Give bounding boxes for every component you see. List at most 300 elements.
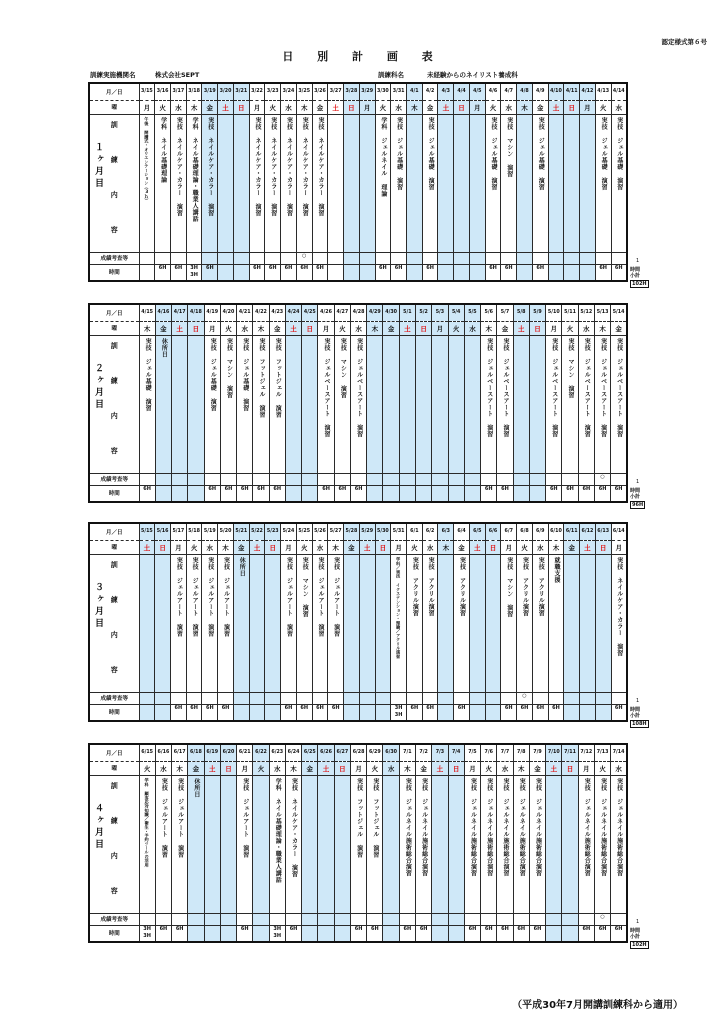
hours-cell xyxy=(253,925,269,942)
exam-cell xyxy=(155,913,171,925)
content-cell xyxy=(532,554,548,692)
content-cell xyxy=(454,554,470,692)
date-cell: 5/22 xyxy=(249,523,265,540)
content-cell xyxy=(578,335,594,473)
date-cell: 6/18 xyxy=(188,744,204,761)
date-cell: 7/11 xyxy=(562,744,578,761)
content-cell xyxy=(383,335,399,473)
date-cell: 4/16 xyxy=(155,304,171,321)
exam-cell xyxy=(611,473,627,485)
row-dow xyxy=(89,100,627,114)
subtotal-label: 時間小計 xyxy=(630,928,641,940)
dow-cell: 火 xyxy=(517,540,533,554)
dow-cell: 火 xyxy=(367,761,383,775)
hours-cell xyxy=(546,485,562,502)
hours-value: 6H xyxy=(614,264,623,271)
exam-cell xyxy=(170,252,186,264)
content-text: 実技 アクリル演習 xyxy=(458,556,466,616)
exam-cell xyxy=(416,913,432,925)
dow-cell: 木 xyxy=(285,761,301,775)
hours-cell xyxy=(155,485,171,502)
hours-value: 6H xyxy=(268,264,277,271)
date-cell: 6/25 xyxy=(302,744,318,761)
hours-cell xyxy=(383,925,399,942)
date-cell: 5/24 xyxy=(281,523,297,540)
content-text: 実技 マシン 演習 xyxy=(339,337,347,398)
content-cell xyxy=(186,114,202,252)
date-cell: 5/29 xyxy=(359,523,375,540)
hours-cell xyxy=(218,704,234,721)
content-text: 実技 ジェルネイル施術総合演習 xyxy=(501,777,509,876)
content-text: 実技 マシン 演習 xyxy=(505,116,513,177)
schedule-table xyxy=(88,743,628,943)
label-hours: 時間 xyxy=(89,925,139,942)
content-cell xyxy=(416,775,432,913)
exam-cell xyxy=(562,913,578,925)
date-cell: 5/16 xyxy=(155,523,171,540)
exam-cell xyxy=(249,252,265,264)
content-text: 実技 ジェルアート 演習 xyxy=(191,556,199,637)
exam-cell xyxy=(469,252,485,264)
dow-cell: 火 xyxy=(481,761,497,775)
content-cell xyxy=(350,775,366,913)
hours-value: 6H xyxy=(566,485,574,492)
dow-cell: 火 xyxy=(375,100,391,114)
date-cell: 6/11 xyxy=(564,523,580,540)
content-cell xyxy=(344,554,360,692)
hours-cell xyxy=(281,704,297,721)
hours-value: 6H xyxy=(468,925,477,932)
content-text: 実技 ジェルベースアート 演習 xyxy=(485,337,493,437)
date-cell: 4/13 xyxy=(595,83,611,100)
dow-cell: 水 xyxy=(269,761,285,775)
content-cell xyxy=(485,114,501,252)
exam-cell: ○ xyxy=(296,252,312,264)
hours-cell xyxy=(139,704,155,721)
exam-cell xyxy=(513,473,529,485)
dow-cell: 金 xyxy=(422,100,438,114)
content-text: 実技 フットジェル 演習 xyxy=(257,337,265,418)
content-cell xyxy=(532,114,548,252)
content-cell xyxy=(172,775,188,913)
content-text: 実技 アクリル演習 xyxy=(521,556,529,616)
date-cell: 7/4 xyxy=(448,744,464,761)
dow-cell: 月 xyxy=(170,540,186,554)
date-cell: 3/28 xyxy=(344,83,360,100)
hours-cell xyxy=(578,485,594,502)
date-cell: 6/21 xyxy=(237,744,253,761)
date-cell: 3/26 xyxy=(312,83,328,100)
hours-value: 6H xyxy=(354,925,363,932)
hours-value: 6H xyxy=(174,704,183,711)
dow-cell: 金 xyxy=(269,321,285,335)
date-cell: 4/19 xyxy=(204,304,220,321)
content-text: 実技 ジェルネイル施術総合演習 xyxy=(420,777,428,876)
dow-cell: 月 xyxy=(580,100,596,114)
month-label: ３ヶ月目 xyxy=(93,582,103,630)
hours-cell xyxy=(611,704,627,721)
exam-cell xyxy=(170,692,186,704)
content-cell xyxy=(546,775,562,913)
dow-cell: 土 xyxy=(399,321,415,335)
content-text: 実技 マシン 演習 xyxy=(567,337,575,398)
hours-cell xyxy=(532,264,548,281)
content-cell xyxy=(497,775,513,913)
dow-cell: 水 xyxy=(155,761,171,775)
date-cell: 4/10 xyxy=(548,83,564,100)
row-hours xyxy=(89,264,627,281)
hours-value: 6H xyxy=(501,925,509,932)
content-text: 実技 ジェル基礎 演習 xyxy=(395,116,403,190)
hours-cell xyxy=(172,485,188,502)
hours-cell xyxy=(202,264,218,281)
date-cell: 5/28 xyxy=(344,523,360,540)
content-text: 実技 ジェルネイル施術総合演習 xyxy=(485,777,493,876)
date-cell: 4/21 xyxy=(237,304,253,321)
date-cell: 3/20 xyxy=(218,83,234,100)
dow-cell: 日 xyxy=(220,761,236,775)
content-cell xyxy=(265,114,281,252)
dow-cell: 土 xyxy=(546,761,562,775)
exam-cell xyxy=(281,252,297,264)
exam-cell xyxy=(155,473,171,485)
label-exam: 成績考査等 xyxy=(89,252,139,264)
dow-cell: 月 xyxy=(464,761,480,775)
hours-cell xyxy=(172,925,188,942)
exam-cell xyxy=(253,913,269,925)
content-cell xyxy=(517,554,533,692)
hours-cell xyxy=(375,704,391,721)
dow-cell: 日 xyxy=(448,761,464,775)
hours-cell xyxy=(249,264,265,281)
exam-cell xyxy=(517,252,533,264)
content-text: 実技 ジェルアート 演習 xyxy=(241,777,249,858)
hours-cell xyxy=(383,485,399,502)
hours-cell xyxy=(367,925,383,942)
date-cell: 6/16 xyxy=(155,744,171,761)
exam-cell xyxy=(328,692,344,704)
content-text: 実技 ネイルケア・カラー 演習 xyxy=(301,116,309,216)
hours-value: 6H xyxy=(257,485,265,492)
exam-cell xyxy=(497,913,513,925)
hours-cell xyxy=(350,925,366,942)
hours-cell xyxy=(265,704,281,721)
date-cell: 5/30 xyxy=(375,523,391,540)
exam-cell xyxy=(580,252,596,264)
dow-cell: 月 xyxy=(359,100,375,114)
content-cell xyxy=(334,775,350,913)
content-cell xyxy=(485,554,501,692)
content-cell xyxy=(350,335,366,473)
hours-cell xyxy=(391,704,407,721)
content-cell xyxy=(155,114,171,252)
content-text: 実技 ネイルケア・カラー 演習 xyxy=(285,116,293,216)
hours-value: 3H xyxy=(190,264,198,271)
content-cell xyxy=(562,335,578,473)
exam-cell xyxy=(269,473,285,485)
exam-cell xyxy=(532,252,548,264)
content-text: 実技 ネイルケア・カラー 演習 xyxy=(316,116,324,216)
content-cell xyxy=(501,554,517,692)
exam-cell: ○ xyxy=(594,913,610,925)
content-cell xyxy=(391,114,407,252)
hours-value: 6H xyxy=(484,925,493,932)
hours-cell xyxy=(422,704,438,721)
row-date xyxy=(89,83,627,100)
hours-cell xyxy=(202,704,218,721)
hours-cell xyxy=(218,264,234,281)
exam-cell xyxy=(375,692,391,704)
exam-cell xyxy=(350,913,366,925)
date-cell: 3/19 xyxy=(202,83,218,100)
date-cell: 4/30 xyxy=(383,304,399,321)
content-cell xyxy=(269,335,285,473)
date-cell: 6/19 xyxy=(204,744,220,761)
hours-cell xyxy=(233,264,249,281)
dow-cell: 水 xyxy=(497,761,513,775)
date-cell: 7/10 xyxy=(546,744,562,761)
hours-cell xyxy=(501,704,517,721)
content-cell xyxy=(438,114,454,252)
exam-cell xyxy=(513,913,529,925)
row-exam xyxy=(89,252,627,264)
hours-cell xyxy=(529,925,545,942)
exam-cell xyxy=(375,252,391,264)
date-cell: 4/11 xyxy=(564,83,580,100)
exam-cell xyxy=(220,473,236,485)
date-cell: 4/28 xyxy=(350,304,366,321)
exam-cell xyxy=(562,473,578,485)
exam-cell xyxy=(139,692,155,704)
hours-cell xyxy=(532,704,548,721)
exam-cell xyxy=(564,252,580,264)
hours-value: 6H xyxy=(240,485,249,492)
row-hours xyxy=(89,925,627,942)
content-cell xyxy=(469,554,485,692)
dow-cell: 土 xyxy=(548,100,564,114)
exam-cell xyxy=(564,692,580,704)
hours-cell xyxy=(350,485,366,502)
date-cell: 4/20 xyxy=(220,304,236,321)
exam-cell xyxy=(350,473,366,485)
hours-cell xyxy=(204,485,220,502)
dow-cell: 水 xyxy=(578,321,594,335)
dow-cell: 水 xyxy=(170,100,186,114)
hours-cell xyxy=(269,485,285,502)
hours-value: 6H xyxy=(240,925,249,932)
content-cell xyxy=(529,775,545,913)
dow-cell: 金 xyxy=(188,761,204,775)
content-cell xyxy=(139,554,155,692)
date-cell: 5/14 xyxy=(611,304,627,321)
hours-cell xyxy=(186,704,202,721)
hours-subtotal xyxy=(630,698,649,728)
label-exam: 成績考査等 xyxy=(89,913,139,925)
content-text: 実技 ジェルベースアート 演習 xyxy=(355,337,363,437)
hours-cell xyxy=(580,264,596,281)
exam-cell xyxy=(454,252,470,264)
content-text: 実技 ジェルネイル施術総合演習 xyxy=(534,777,542,876)
dow-cell: 木 xyxy=(517,100,533,114)
page-title: 日 別 計 画 表 xyxy=(282,50,443,63)
dow-cell: 水 xyxy=(281,100,297,114)
exam-cell xyxy=(578,913,594,925)
exam-cell xyxy=(367,473,383,485)
label-content-text: 訓 練 内 容 xyxy=(110,342,119,464)
date-cell: 5/13 xyxy=(594,304,610,321)
exam-cell xyxy=(464,913,480,925)
exam-cell xyxy=(265,252,281,264)
dow-cell: 水 xyxy=(383,761,399,775)
hours-cell xyxy=(318,485,334,502)
dow-cell: 金 xyxy=(416,761,432,775)
content-cell xyxy=(580,554,596,692)
hours-cell xyxy=(497,925,513,942)
content-text: 実技 ジェル基礎 演習 xyxy=(490,116,498,190)
hours-cell xyxy=(334,925,350,942)
hours-cell xyxy=(328,264,344,281)
hours-value: 6H xyxy=(338,485,347,492)
hours-cell xyxy=(170,704,186,721)
hours-cell xyxy=(296,704,312,721)
content-cell xyxy=(285,775,301,913)
content-cell xyxy=(312,114,328,252)
dow-cell: 木 xyxy=(296,100,312,114)
exam-cell xyxy=(218,692,234,704)
content-cell xyxy=(318,775,334,913)
hours-value: 6H xyxy=(354,485,363,492)
date-cell: 6/17 xyxy=(172,744,188,761)
content-cell xyxy=(438,554,454,692)
content-cell xyxy=(172,335,188,473)
content-cell xyxy=(548,554,564,692)
content-cell xyxy=(367,775,383,913)
exam-cell xyxy=(285,473,301,485)
date-cell: 3/22 xyxy=(249,83,265,100)
content-cell xyxy=(312,554,328,692)
dow-cell: 金 xyxy=(202,100,218,114)
content-cell xyxy=(318,335,334,473)
content-cell xyxy=(375,554,391,692)
dow-cell: 金 xyxy=(564,540,580,554)
label-hours: 時間 xyxy=(89,264,139,281)
date-cell: 5/23 xyxy=(265,523,281,540)
content-cell xyxy=(399,335,415,473)
row-content xyxy=(89,554,627,692)
date-cell: 5/10 xyxy=(546,304,562,321)
date-cell: 4/3 xyxy=(438,83,454,100)
date-cell: 4/18 xyxy=(188,304,204,321)
dow-cell: 木 xyxy=(513,761,529,775)
hours-value: 6H xyxy=(316,264,324,271)
content-text: 学科 ジェルネイル 理論 xyxy=(379,116,387,197)
exam-cell xyxy=(383,913,399,925)
dow-cell: 木 xyxy=(406,100,422,114)
hours-value: 3H xyxy=(143,932,151,939)
date-cell: 5/6 xyxy=(481,304,497,321)
content-text: 実技 ジェルベースアート 演習 xyxy=(501,337,509,437)
hours-cell xyxy=(529,485,545,502)
date-cell: 4/27 xyxy=(334,304,350,321)
hours-cell xyxy=(318,925,334,942)
hours-cell xyxy=(595,264,611,281)
content-text: 実技 マシン 演習 xyxy=(505,556,513,617)
subtotal-label: 時間小計 xyxy=(630,707,641,719)
dow-cell: 火 xyxy=(562,321,578,335)
hours-value: 6H xyxy=(504,264,513,271)
subtotal-value: 102H xyxy=(632,942,647,948)
content-text: 休所日 xyxy=(192,777,200,797)
dow-cell: 日 xyxy=(416,321,432,335)
dow-cell: 水 xyxy=(237,321,253,335)
hours-value: 6H xyxy=(614,925,623,932)
hours-cell xyxy=(548,264,564,281)
course-label: 訓練科名 xyxy=(378,71,404,79)
dow-cell: 火 xyxy=(485,100,501,114)
exam-cell xyxy=(328,252,344,264)
exam-cell xyxy=(249,692,265,704)
dow-cell: 火 xyxy=(595,100,611,114)
hours-cell xyxy=(302,485,318,502)
hours-cell xyxy=(548,704,564,721)
exam-cell xyxy=(546,473,562,485)
exam-cell xyxy=(497,473,513,485)
content-cell xyxy=(517,114,533,252)
content-cell xyxy=(285,335,301,473)
content-text: 実技 マシン 演習 xyxy=(225,337,233,398)
hours-value: 6H xyxy=(273,485,282,492)
dow-cell: 木 xyxy=(438,540,454,554)
content-cell xyxy=(481,335,497,473)
dow-cell: 木 xyxy=(548,540,564,554)
subtotal-value: 108H xyxy=(632,721,647,727)
exam-cell xyxy=(485,692,501,704)
content-cell xyxy=(611,335,627,473)
content-cell xyxy=(469,114,485,252)
content-text: 実技 ネイルケア・カラー 演習 xyxy=(269,116,277,216)
dow-cell: 火 xyxy=(406,540,422,554)
date-cell: 4/9 xyxy=(532,83,548,100)
month-block xyxy=(88,82,628,282)
hours-cell xyxy=(249,704,265,721)
exam-cell xyxy=(469,692,485,704)
dow-cell: 火 xyxy=(220,321,236,335)
content-text: 実技 ジェル基礎 演習 xyxy=(241,337,249,411)
hours-cell xyxy=(399,925,415,942)
date-cell: 6/30 xyxy=(383,744,399,761)
content-cell xyxy=(546,335,562,473)
exam-cell xyxy=(391,692,407,704)
content-text: 学科 ネイル基礎理論 xyxy=(159,116,167,183)
exam-cell xyxy=(139,473,155,485)
hours-cell xyxy=(469,264,485,281)
content-cell xyxy=(155,335,171,473)
dow-cell: 水 xyxy=(312,540,328,554)
course-name: 未経験からのネイリスト養成科 xyxy=(427,71,518,79)
dow-cell: 月 xyxy=(501,540,517,554)
dow-cell: 日 xyxy=(188,321,204,335)
dow-cell: 木 xyxy=(367,321,383,335)
dow-cell: 土 xyxy=(328,100,344,114)
exam-cell xyxy=(432,913,448,925)
dow-cell: 土 xyxy=(359,540,375,554)
dow-cell: 月 xyxy=(249,100,265,114)
hours-cell xyxy=(481,925,497,942)
exam-cell xyxy=(202,252,218,264)
hours-cell xyxy=(448,925,464,942)
exam-cell xyxy=(481,473,497,485)
row-hours xyxy=(89,485,627,502)
